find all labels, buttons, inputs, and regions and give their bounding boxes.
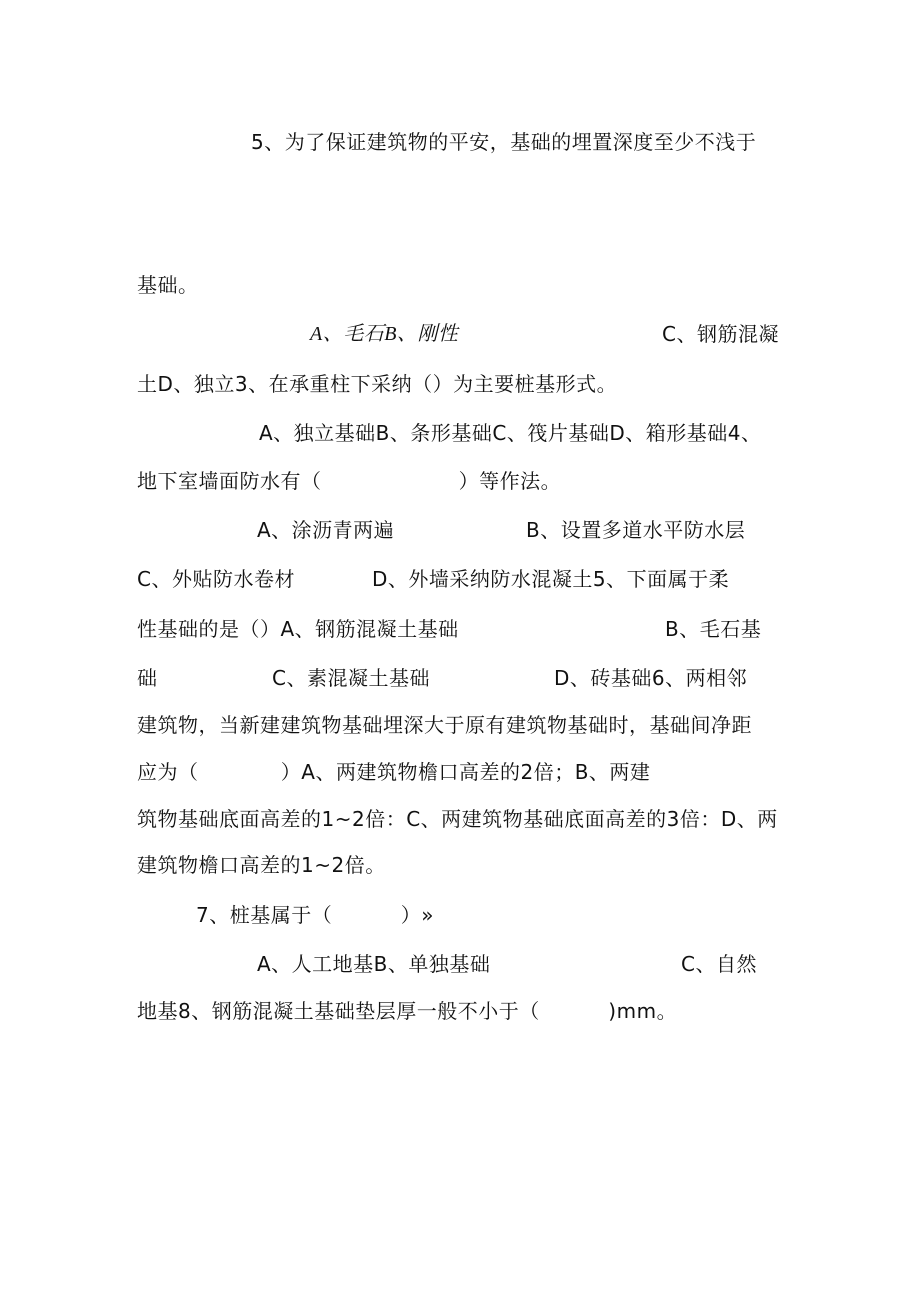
text-line: 地下室墙面防水有（ ）等作法。 <box>137 469 562 493</box>
text-line: 础 <box>137 666 158 690</box>
text-line: 筑物基础底面高差的1~2倍：C、两建筑物基础底面高差的3倍：D、两 <box>137 807 778 831</box>
text-line: B、设置多道水平防水层 <box>526 518 746 542</box>
text-line: A、独立基础B、条形基础C、筏片基础D、箱形基础4、 <box>259 421 762 445</box>
text-line: 7、桩基属于（ ）» <box>196 903 435 927</box>
text-line: 性基础的是（）A、钢筋混凝土基础 <box>137 617 459 641</box>
text-line: 建筑物檐口高差的1~2倍。 <box>137 853 386 877</box>
text-line: 应为（ ）A、两建筑物檐口高差的2倍；B、两建 <box>137 760 651 784</box>
text-line: A、涂沥青两遍 <box>257 518 395 542</box>
text-line: C、素混凝土基础 <box>272 666 430 690</box>
text-line: 5、为了保证建筑物的平安，基础的埋置深度至少不浅于 <box>251 130 757 154</box>
text-line: 建筑物，当新建建筑物基础埋深大于原有建筑物基础时，基础间净距 <box>137 713 752 737</box>
text-line: C、外贴防水卷材 <box>137 567 295 591</box>
text-line: A、人工地基B、单独基础 <box>257 952 491 976</box>
text-line: B、毛石基 <box>665 617 762 641</box>
text-line: 基础。 <box>137 273 199 297</box>
text-line: C、自然 <box>681 952 757 976</box>
text-line: A、毛石B、刚性 <box>310 323 459 345</box>
text-line: 地基8、钢筋混凝土基础垫层厚一般不小于（ )mm。 <box>137 999 678 1023</box>
text-line: C、钢筋混凝 <box>662 322 779 346</box>
text-line: D、外墙采纳防水混凝土5、下面属于柔 <box>372 567 730 591</box>
text-line: D、砖基础6、两相邻 <box>554 666 748 690</box>
text-line: 土D、独立3、在承重柱下采纳（）为主要桩基形式。 <box>137 372 618 396</box>
